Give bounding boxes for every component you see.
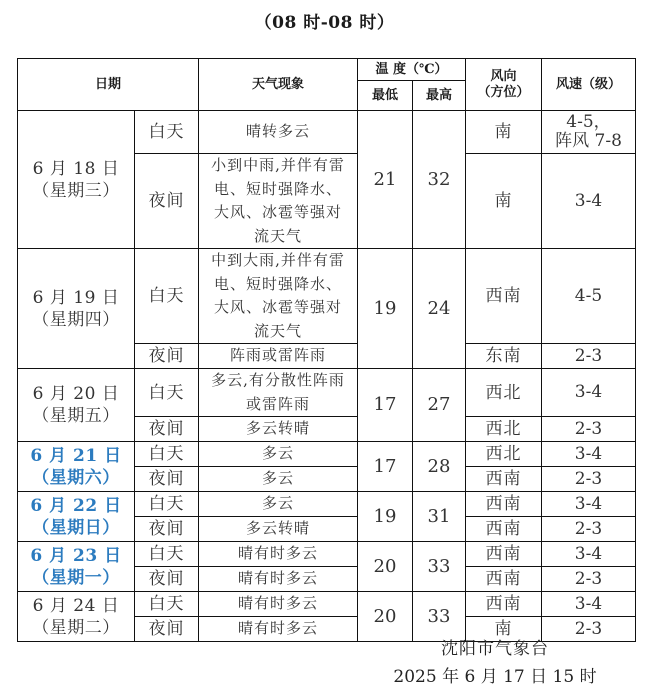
date-cell-highlighted — [18, 442, 135, 492]
period-night: 夜间 — [135, 567, 199, 592]
period-night: 夜间 — [135, 517, 199, 542]
weather-desc: 阵雨或雷阵雨 — [199, 344, 358, 369]
temp-min: 17 — [358, 442, 413, 492]
wind-speed: 3-4 — [542, 154, 636, 249]
header-weather: 天气现象 — [199, 59, 358, 111]
weekday-text: （星期三） — [32, 180, 120, 201]
temp-max: 24 — [413, 249, 466, 369]
temp-min: 19 — [358, 492, 413, 542]
temp-min: 17 — [358, 369, 413, 442]
header-wind-direction-line1: 风向 — [490, 68, 517, 84]
header-wind-direction — [466, 59, 542, 111]
period-day: 白天 — [135, 249, 199, 344]
temp-min: 21 — [358, 111, 413, 249]
period-day: 白天 — [135, 442, 199, 467]
forecast-period-title: （08 时-08 时） — [254, 13, 395, 33]
date-text: 6 月 23 日 — [30, 545, 122, 566]
date-text: 6 月 20 日 — [32, 384, 120, 404]
wind-speed: 2-3 — [542, 417, 636, 442]
temp-max: 33 — [413, 592, 466, 642]
date-text: 6 月 19 日 — [32, 287, 120, 308]
table-row — [18, 111, 636, 154]
weather-desc: 晴有时多云 — [199, 592, 358, 617]
weather-desc: 多云 — [199, 492, 358, 517]
wind-direction: 西北 — [466, 442, 542, 467]
period-night: 夜间 — [135, 344, 199, 369]
weather-desc: 晴有时多云 — [199, 617, 358, 642]
weather-desc: 晴转多云 — [199, 111, 358, 154]
date-cell-highlighted — [18, 492, 135, 542]
weekday-text: （星期日） — [32, 517, 120, 538]
wind-speed — [542, 111, 636, 154]
period-day: 白天 — [135, 369, 199, 417]
weekday-text: （星期六） — [32, 467, 120, 488]
wind-direction: 西南 — [466, 542, 542, 567]
period-night: 夜间 — [135, 617, 199, 642]
weather-desc: 多云 — [199, 442, 358, 467]
wind-speed: 2-3 — [542, 467, 636, 492]
wind-speed: 2-3 — [542, 567, 636, 592]
date-text: 6 月 21 日 — [30, 445, 122, 466]
period-day: 白天 — [135, 492, 199, 517]
weather-desc: 小到中雨,并伴有雷电、短时强降水、大风、冰雹等强对流天气 — [199, 154, 358, 249]
weather-forecast-table — [17, 58, 636, 642]
wind-direction: 西北 — [466, 369, 542, 417]
header-temp-max: 最高 — [413, 81, 466, 111]
issue-datetime: 2025 年 6 月 17 日 15 时 — [393, 667, 597, 687]
wind-speed: 3-4 — [542, 542, 636, 567]
wind-direction: 南 — [466, 154, 542, 249]
period-day: 白天 — [135, 542, 199, 567]
weather-desc: 多云 — [199, 467, 358, 492]
date-text: 6 月 18 日 — [32, 158, 120, 179]
period-night: 夜间 — [135, 467, 199, 492]
wind-gust-text: 阵风 7-8 — [555, 131, 622, 151]
issuing-organization: 沈阳市气象台 — [441, 639, 549, 659]
wind-direction: 西南 — [466, 517, 542, 542]
wind-speed: 3-4 — [542, 592, 636, 617]
wind-speed: 3-4 — [542, 442, 636, 467]
wind-speed: 3-4 — [542, 369, 636, 417]
wind-speed: 3-4 — [542, 492, 636, 517]
temp-max: 28 — [413, 442, 466, 492]
wind-direction: 西北 — [466, 417, 542, 442]
wind-direction: 西南 — [466, 592, 542, 617]
table-row — [18, 592, 636, 617]
period-night: 夜间 — [135, 417, 199, 442]
temp-max: 32 — [413, 111, 466, 249]
temp-min: 19 — [358, 249, 413, 369]
period-day: 白天 — [135, 111, 199, 154]
period-day: 白天 — [135, 592, 199, 617]
wind-speed: 4-5 — [542, 249, 636, 344]
wind-direction: 西南 — [466, 467, 542, 492]
date-text: 6 月 22 日 — [30, 495, 122, 516]
weather-desc: 多云转晴 — [199, 417, 358, 442]
wind-direction: 西南 — [466, 249, 542, 344]
date-text: 6 月 24 日 — [32, 595, 120, 616]
wind-direction: 西南 — [466, 567, 542, 592]
weather-desc: 晴有时多云 — [199, 542, 358, 567]
weather-desc: 晴有时多云 — [199, 567, 358, 592]
wind-speed: 2-3 — [542, 344, 636, 369]
weekday-text: （星期四） — [32, 309, 120, 330]
period-night: 夜间 — [135, 154, 199, 249]
weather-desc: 中到大雨,并伴有雷电、短时强降水、大风、冰雹等强对流天气 — [199, 249, 358, 344]
weekday-text: （星期二） — [32, 617, 120, 638]
weather-desc: 多云转晴 — [199, 517, 358, 542]
temp-min: 20 — [358, 592, 413, 642]
wind-direction: 南 — [466, 617, 542, 642]
date-cell-highlighted — [18, 542, 135, 592]
header-temperature: 温 度（℃） — [358, 59, 466, 81]
header-wind-speed: 风速（级） — [542, 59, 636, 111]
date-cell — [18, 592, 135, 642]
weekday-text: （星期五） — [32, 406, 120, 426]
wind-speed-text: 4-5， — [566, 112, 611, 132]
temp-max: 31 — [413, 492, 466, 542]
table-row — [18, 492, 636, 517]
date-cell — [18, 249, 135, 369]
table-row — [18, 369, 636, 417]
temp-min: 20 — [358, 542, 413, 592]
wind-speed: 2-3 — [542, 617, 636, 642]
date-cell — [18, 111, 135, 249]
temp-max: 27 — [413, 369, 466, 442]
header-temp-min: 最低 — [358, 81, 413, 111]
wind-speed: 2-3 — [542, 517, 636, 542]
wind-direction: 西南 — [466, 492, 542, 517]
date-cell — [18, 369, 135, 442]
weekday-text: （星期一） — [32, 567, 120, 588]
wind-direction: 东南 — [466, 344, 542, 369]
temp-max: 33 — [413, 542, 466, 592]
weather-desc: 多云,有分散性阵雨或雷阵雨 — [199, 369, 358, 417]
table-row — [18, 542, 636, 567]
table-row — [18, 442, 636, 467]
header-wind-direction-line2: （方位） — [477, 84, 530, 100]
table-row — [18, 249, 636, 344]
wind-direction: 南 — [466, 111, 542, 154]
header-date: 日期 — [18, 59, 199, 111]
